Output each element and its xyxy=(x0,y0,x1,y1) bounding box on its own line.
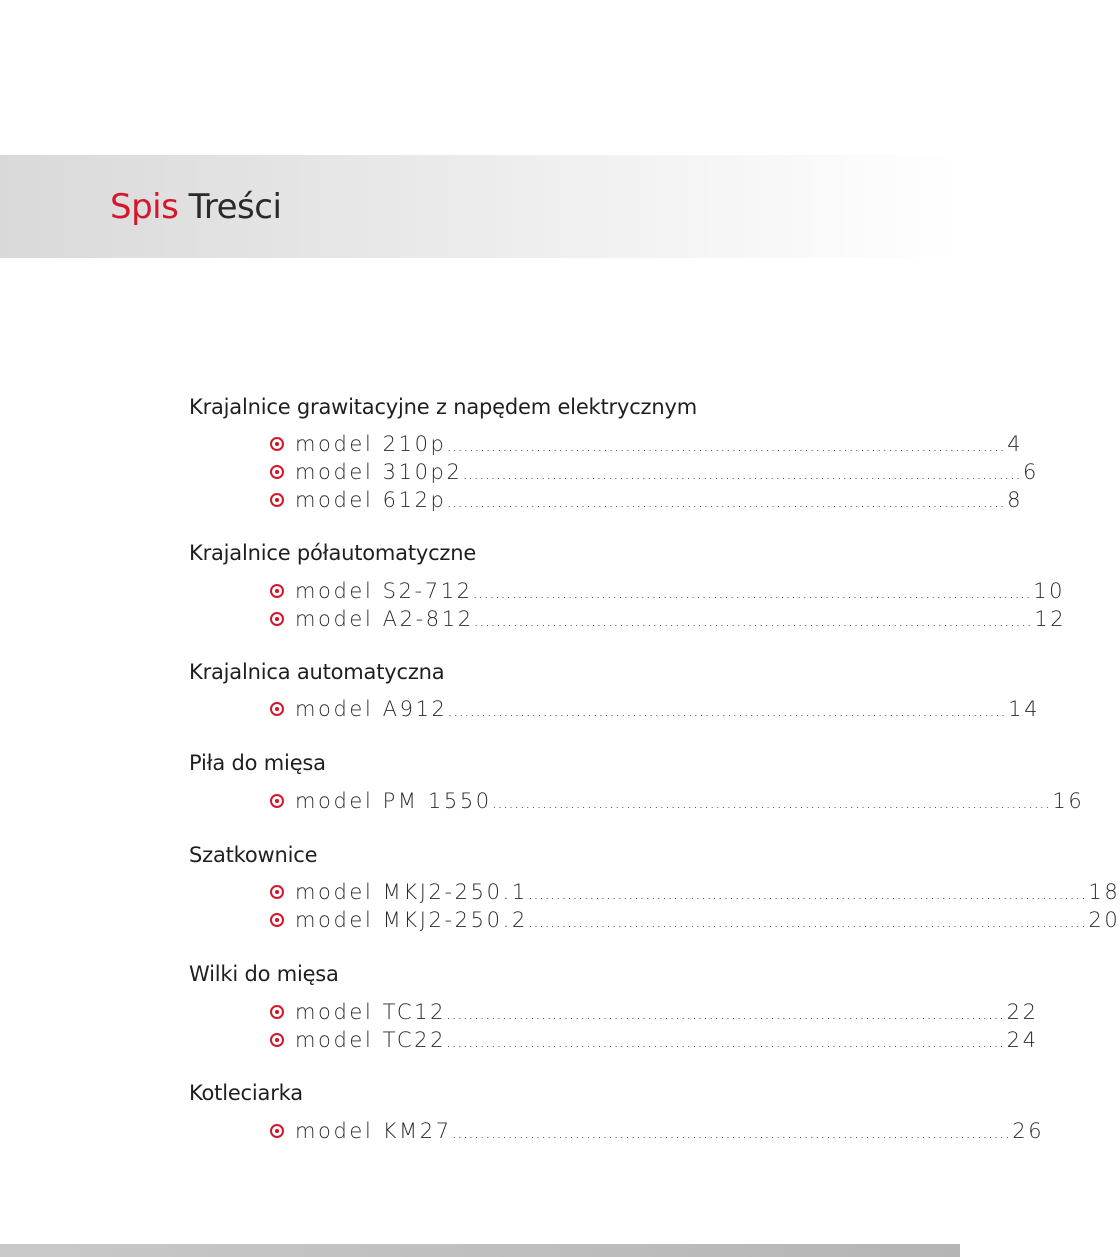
toc-entry[interactable] xyxy=(270,430,1024,458)
toc-entry[interactable] xyxy=(270,1026,1039,1054)
entry-page: 20 xyxy=(1088,908,1120,932)
toc-entry[interactable] xyxy=(270,695,1041,723)
entry-label: model TC12 xyxy=(295,1000,447,1024)
entry-page: 8 xyxy=(1007,488,1024,512)
entry-label: model MKJ2-250.1 xyxy=(295,880,528,904)
toc-entry[interactable] xyxy=(270,1117,1045,1145)
bullet-icon xyxy=(270,794,284,808)
toc-section xyxy=(189,960,1039,1054)
toc-entry[interactable] xyxy=(270,906,1120,934)
entry-label: model 310p2 xyxy=(295,460,463,484)
section-title: Krajalnice grawitacyjne z napędem elektrycznym xyxy=(189,395,697,419)
entry-label: model 210p xyxy=(295,432,447,456)
leader-dots: .................................................................................................... xyxy=(473,611,1033,630)
entry-label: model S2-712 xyxy=(295,579,473,603)
entry-page: 12 xyxy=(1034,607,1067,631)
toc-section xyxy=(189,539,1067,633)
section-title: Krajalnice półautomatyczne xyxy=(189,541,477,565)
leader-dots: .................................................................................................... xyxy=(462,464,1022,483)
toc-section xyxy=(189,1079,1045,1145)
bullet-icon xyxy=(270,1005,284,1019)
leader-dots: .................................................................................................... xyxy=(472,583,1032,602)
footer-rule xyxy=(0,1244,960,1257)
section-title: Piła do mięsa xyxy=(189,751,326,775)
toc-section xyxy=(189,658,1041,723)
entry-label: model A2-812 xyxy=(295,607,474,631)
section-title: Kotleciarka xyxy=(189,1081,303,1105)
entry-label: model MKJ2-250.2 xyxy=(295,908,528,932)
leader-dots: .................................................................................................... xyxy=(446,492,1006,511)
entry-page: 16 xyxy=(1052,789,1085,813)
leader-dots: .................................................................................................... xyxy=(447,701,1007,720)
toc-entry[interactable] xyxy=(270,605,1067,633)
bullet-icon xyxy=(270,1033,284,1047)
leader-dots: .................................................................................................... xyxy=(491,793,1051,812)
toc-section xyxy=(189,393,1040,514)
entry-page: 6 xyxy=(1023,460,1040,484)
bullet-icon xyxy=(270,584,284,598)
section-title: Szatkownice xyxy=(189,843,318,867)
leader-dots: .................................................................................................... xyxy=(446,1032,1005,1051)
leader-dots: .................................................................................................... xyxy=(527,884,1087,903)
entry-page: 24 xyxy=(1006,1028,1039,1052)
leader-dots: .................................................................................................... xyxy=(446,1004,1005,1023)
page-title-rest: Treści xyxy=(188,187,282,227)
section-title: Wilki do mięsa xyxy=(189,962,339,986)
bullet-icon xyxy=(270,493,284,507)
entry-page: 10 xyxy=(1033,579,1066,603)
toc-section xyxy=(189,841,1120,934)
bullet-icon xyxy=(270,465,284,479)
toc-entry[interactable] xyxy=(270,577,1066,605)
toc-section xyxy=(189,749,1085,815)
bullet-icon xyxy=(270,437,284,451)
entry-page: 14 xyxy=(1008,697,1041,721)
section-title: Krajalnica automatyczna xyxy=(189,660,445,684)
bullet-icon xyxy=(270,612,284,626)
leader-dots: .................................................................................................... xyxy=(446,436,1006,455)
bullet-icon xyxy=(270,702,284,716)
bullet-icon xyxy=(270,913,284,927)
entry-label: model KM27 xyxy=(295,1119,452,1143)
entry-label: model TC22 xyxy=(295,1028,447,1052)
toc-entry[interactable] xyxy=(270,998,1039,1026)
entry-label: model 612p xyxy=(295,488,447,512)
bullet-icon xyxy=(270,885,284,899)
toc-entry[interactable] xyxy=(270,486,1024,514)
entry-page: 4 xyxy=(1007,432,1024,456)
toc-entry[interactable] xyxy=(270,878,1120,906)
leader-dots: .................................................................................................... xyxy=(451,1123,1011,1142)
bullet-icon xyxy=(270,1124,284,1138)
toc-entry[interactable] xyxy=(270,787,1085,815)
entry-page: 26 xyxy=(1012,1119,1045,1143)
leader-dots: .................................................................................................... xyxy=(527,912,1087,931)
entry-label: model PM 1550 xyxy=(295,789,492,813)
entry-page: 18 xyxy=(1088,880,1120,904)
page-title xyxy=(110,184,281,230)
page-title-accent: Spis xyxy=(110,187,179,227)
entry-page: 22 xyxy=(1006,1000,1039,1024)
toc-entry[interactable] xyxy=(270,458,1040,486)
entry-label: model A912 xyxy=(295,697,448,721)
